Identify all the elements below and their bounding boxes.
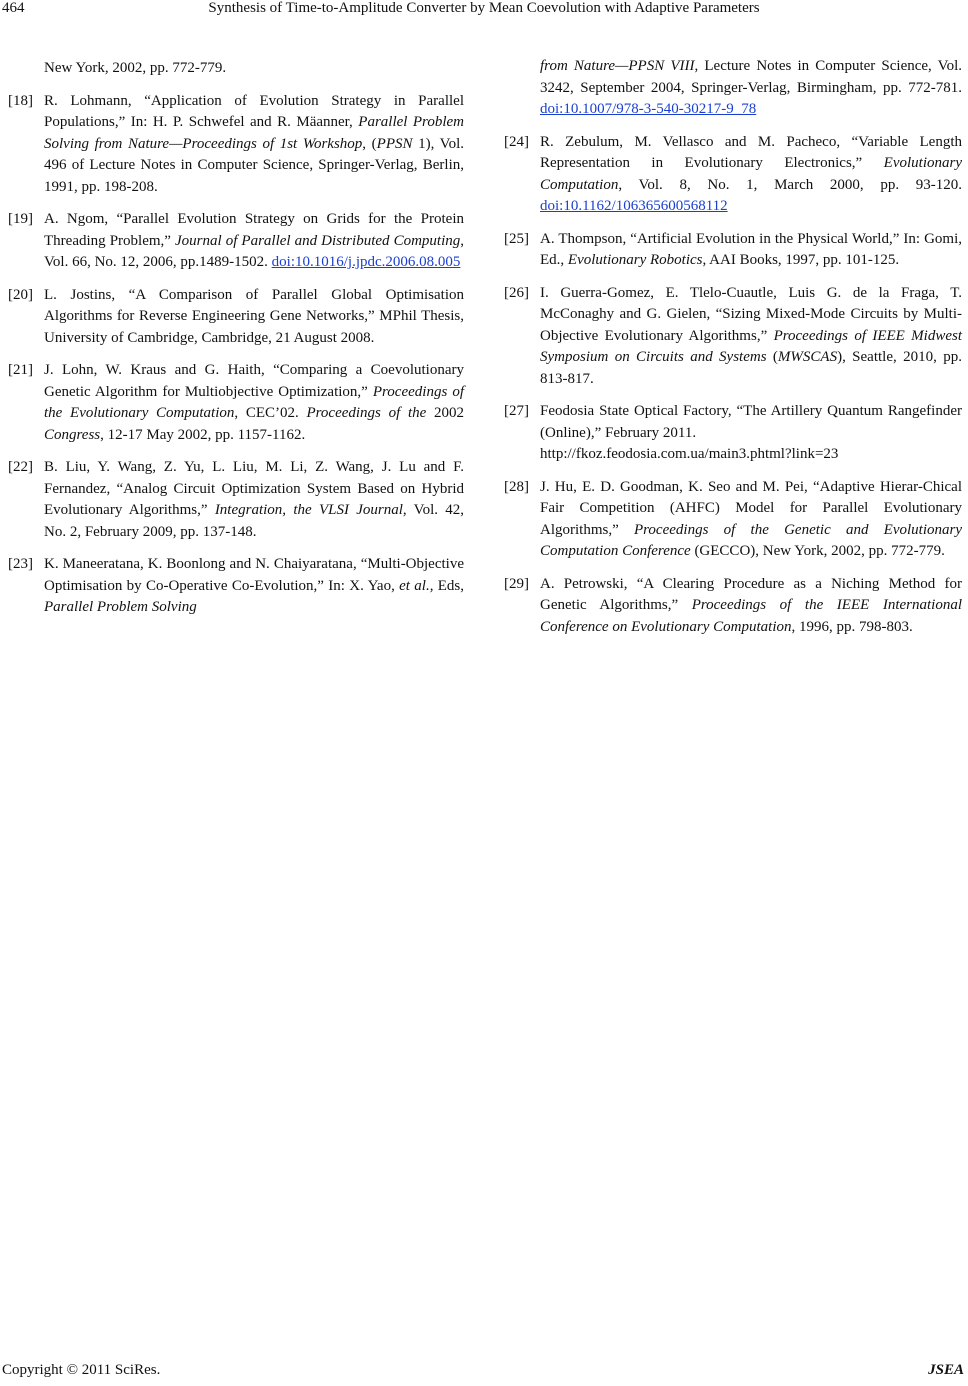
reference-26: [26] I. Guerra-Gomez, E. Tlelo-Cuautle, Luis G. de la Fraga, T. McConaghy and G. Gielen, “Sizing Mixed-Mode Circuits by Multi-Objective Evolutionary Algorithms,” Proceedings of IEEE Midwest Symposium on Circuits and Systems (MWSCAS), Seattle, 2010, pp. 813-817. xyxy=(504,284,963,387)
running-title: Synthesis of Time-to-Amplitude Converter by Mean Coevolution with Adaptive Parameters xyxy=(208,0,760,16)
reference-number: [22] xyxy=(8,459,33,475)
reference-number: [19] xyxy=(8,211,33,227)
reference-continuation: New York, 2002, pp. 772-779. xyxy=(44,60,227,76)
reference-24: [24] R. Zebulum, M. Vellasco and M. Pacheco, “Variable Length Representation in Evolutionary Electronics,” Evolutionary Computation, Vol. 8, No. 1, March 2000, pp. 93-120. doi:10.1162/106365600568112 xyxy=(504,133,962,214)
doi-link[interactable]: doi:10.1162/106365600568112 xyxy=(540,198,728,214)
reference-25: [25] A. Thompson, “Artificial Evolution in the Physical World,” In: Gomi, Ed., Evolutionary Robotics, AAI Books, 1997, pp. 101-125. xyxy=(504,230,962,268)
reference-number: [25] xyxy=(504,230,529,247)
reference-27: [27] Feodosia State Optical Factory, “The Artillery Quantum Rangefinder (Online),” February 2011. http://fkoz.feodosia.com.ua/main3.phtml?link=23 xyxy=(504,403,962,462)
reference-number: [18] xyxy=(8,92,33,109)
journal-name: JSEA xyxy=(928,1362,964,1378)
reference-continuation: from Nature—PPSN VIII, Lecture Notes in Computer Science, Vol. 3242, September 2004, Springer-Verlag, Birmingham, pp. 772-781. doi:10.1007/978-3-540-30217-9_78 xyxy=(540,58,962,117)
page-header xyxy=(0,0,968,24)
doi-link[interactable]: doi:10.1016/j.jpdc.2006.08.005 xyxy=(271,254,461,270)
reference-number: [29] xyxy=(504,575,529,592)
reference-number: [23] xyxy=(8,556,33,572)
reference-number: [24] xyxy=(504,133,529,150)
reference-22: [22] B. Liu, Y. Wang, Z. Yu, L. Liu, M. Li, Z. Wang, J. Lu and F. Fernandez, “Analog Circuit Optimization System Based on Hybrid Evolutionary Algorithms,” Integration, the VLSI Journal, Vol. 42, No. 2, February 2009, pp. 137-148. xyxy=(8,459,465,540)
page-number: 464 xyxy=(2,0,25,16)
reference-29: [29] A. Petrowski, “A Clearing Procedure as a Niching Method for Genetic Algorithms,” Proceedings of the IEEE International Conference on Evolutionary Computation, 1996, pp. 798-803. xyxy=(504,575,962,635)
references-right-column xyxy=(504,56,962,649)
reference-21: [21] J. Lohn, W. Kraus and G. Haith, “Comparing a Coevolutionary Genetic Algorithm for Multiobjective Optimization,” Proceedings of the Evolutionary Computation, CEC’02. Proceedings of the 2002 Congress, 12-17 May 2002, pp. 1157-1162. xyxy=(8,362,464,443)
reference-28: [28] J. Hu, E. D. Goodman, K. Seo and M. Pei, “Adaptive Hierar-Chical Fair Competition (AHFC) Model for Parallel Evolutionary Algorithms,” Proceedings of the Genetic and Evolutionary Computation Conference (GECCO), New York, 2002, pp. 772-779. xyxy=(504,478,963,559)
doi-link[interactable]: doi:10.1007/978-3-540-30217-9_78 xyxy=(540,101,757,117)
reference-number: [28] xyxy=(504,478,529,495)
reference-number: [20] xyxy=(8,286,33,303)
reference-url: http://fkoz.feodosia.com.ua/main3.phtml?link=23 xyxy=(540,446,839,462)
reference-18: [18] R. Lohmann, “Application of Evolution Strategy in Parallel Populations,” In: H. P. Schwefel and R. Mäanner, Parallel Problem Solving from Nature—Proceedings of 1st Workshop, (PPSN 1), Vol. 496 of Lecture Notes in Computer Science, Springer-Verlag, Berlin, 1991, pp. 198-208. xyxy=(8,92,465,195)
reference-19: [19] A. Ngom, “Parallel Evolution Strategy on Grids for the Protein Threading Problem,” Journal of Parallel and Distributed Computing, Vol. 66, No. 12, 2006, pp.1489-1502. doi:10.1016/j.jpdc.2006.08.005 xyxy=(8,211,464,270)
copyright-notice: Copyright © 2011 SciRes. xyxy=(2,1362,161,1378)
reference-number: [26] xyxy=(504,284,529,301)
reference-23: [23] K. Maneeratana, K. Boonlong and N. Chaiyaratana, “Multi-Objective Optimisation by Co-Operative Co-Evolution,” In: X. Yao, et al., Eds, Parallel Problem Solving xyxy=(8,556,465,615)
reference-20: [20] L. Jostins, “A Comparison of Parallel Global Optimisation Algorithms for Reverse Engineering Gene Networks,” MPhil Thesis, University of Cambridge, Cambridge, 21 August 2008. xyxy=(8,286,464,346)
references-left-column xyxy=(8,58,464,630)
reference-number: [21] xyxy=(8,362,33,378)
reference-number: [27] xyxy=(504,403,529,419)
